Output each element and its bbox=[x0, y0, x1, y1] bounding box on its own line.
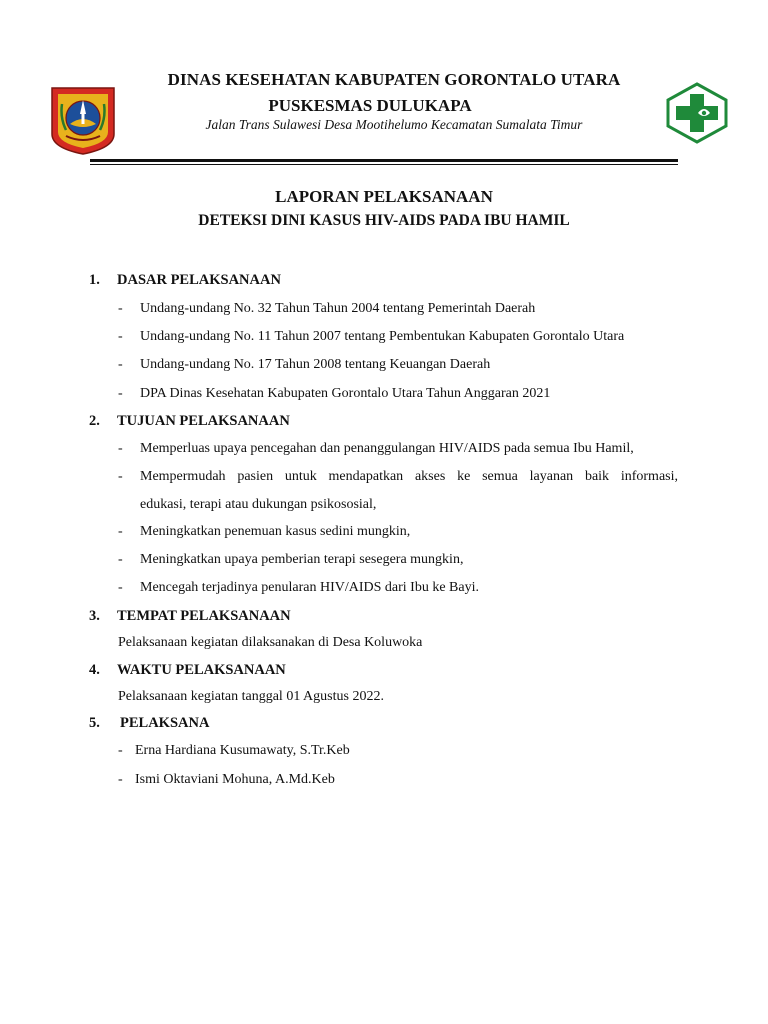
list-item-text: Undang-undang No. 11 Tahun 2007 tentang Pembentukan Kabupaten Gorontalo Utara bbox=[140, 329, 625, 344]
section-heading bbox=[89, 413, 290, 430]
list-item-text: Mempermudah pasien untuk mendapatkan akses ke semua layanan baik informasi, bbox=[140, 469, 678, 484]
bullet-dash: - bbox=[118, 552, 123, 567]
section-heading bbox=[89, 608, 291, 625]
section-heading bbox=[89, 715, 209, 732]
report-subtitle: DETEKSI DINI KASUS HIV-AIDS PADA IBU HAMIL bbox=[198, 212, 570, 229]
list-item-text: Erna Hardiana Kusumawaty, S.Tr.Keb bbox=[135, 743, 350, 758]
list-item-text: Ismi Oktaviani Mohuna, A.Md.Keb bbox=[135, 772, 335, 787]
section-title: WAKTU PELAKSANAAN bbox=[117, 662, 286, 678]
agency-name: DINAS KESEHATAN KABUPATEN GORONTALO UTARA bbox=[167, 70, 621, 89]
bullet-dash: - bbox=[118, 524, 123, 539]
bullet-dash: - bbox=[118, 357, 123, 372]
bullet-dash: - bbox=[118, 301, 123, 316]
list-item bbox=[118, 743, 350, 759]
section-number: 2. bbox=[89, 413, 100, 429]
list-item-text: edukasi, terapi atau dukungan psikososial, bbox=[140, 497, 377, 512]
section-number: 5. bbox=[89, 715, 100, 731]
section-text: Pelaksanaan kegiatan dilaksanakan di Desa Koluwoka bbox=[118, 635, 423, 650]
letterhead-rule-thick bbox=[90, 159, 678, 162]
letterhead-rule-thin bbox=[90, 164, 678, 165]
section-title: DASAR PELAKSANAAN bbox=[117, 272, 281, 288]
section-title: TEMPAT PELAKSANAAN bbox=[117, 608, 291, 624]
bullet-dash: - bbox=[118, 772, 123, 787]
bullet-dash: - bbox=[118, 441, 123, 456]
report-title: LAPORAN PELAKSANAAN bbox=[275, 187, 493, 206]
section-number: 3. bbox=[89, 608, 100, 624]
section-text: Pelaksanaan kegiatan tanggal 01 Agustus 2022. bbox=[118, 689, 384, 704]
section-title: TUJUAN PELAKSANAAN bbox=[117, 413, 290, 429]
section-heading bbox=[89, 662, 286, 679]
list-item-text: DPA Dinas Kesehatan Kabupaten Gorontalo Utara Tahun Anggaran 2021 bbox=[140, 386, 551, 401]
list-item-text: Memperluas upaya pencegahan dan penanggulangan HIV/AIDS pada semua Ibu Hamil, bbox=[140, 441, 634, 456]
section-title: PELAKSANA bbox=[120, 715, 210, 731]
list-item-text: Undang-undang No. 17 Tahun 2008 tentang Keuangan Daerah bbox=[140, 357, 491, 372]
agency-address: Jalan Trans Sulawesi Desa Mootihelumo Kecamatan Sumalata Timur bbox=[205, 117, 583, 132]
bullet-dash: - bbox=[118, 386, 123, 401]
bullet-dash: - bbox=[118, 329, 123, 344]
bullet-dash: - bbox=[118, 469, 123, 484]
section-number: 1. bbox=[89, 272, 100, 288]
list-item-text: Meningkatkan upaya pemberian terapi sesegera mungkin, bbox=[140, 552, 464, 567]
list-item bbox=[118, 772, 335, 788]
puskesmas-name: PUSKESMAS DULUKAPA bbox=[268, 96, 472, 115]
list-item-text: Mencegah terjadinya penularan HIV/AIDS dari Ibu ke Bayi. bbox=[140, 580, 479, 595]
bullet-dash: - bbox=[118, 580, 123, 595]
section-number: 4. bbox=[89, 662, 100, 678]
section-heading bbox=[89, 272, 281, 289]
bullet-dash: - bbox=[118, 743, 123, 758]
list-item-text: Undang-undang No. 32 Tahun Tahun 2004 tentang Pemerintah Daerah bbox=[140, 301, 536, 316]
list-item-text: Meningkatkan penemuan kasus sedini mungkin, bbox=[140, 524, 411, 539]
